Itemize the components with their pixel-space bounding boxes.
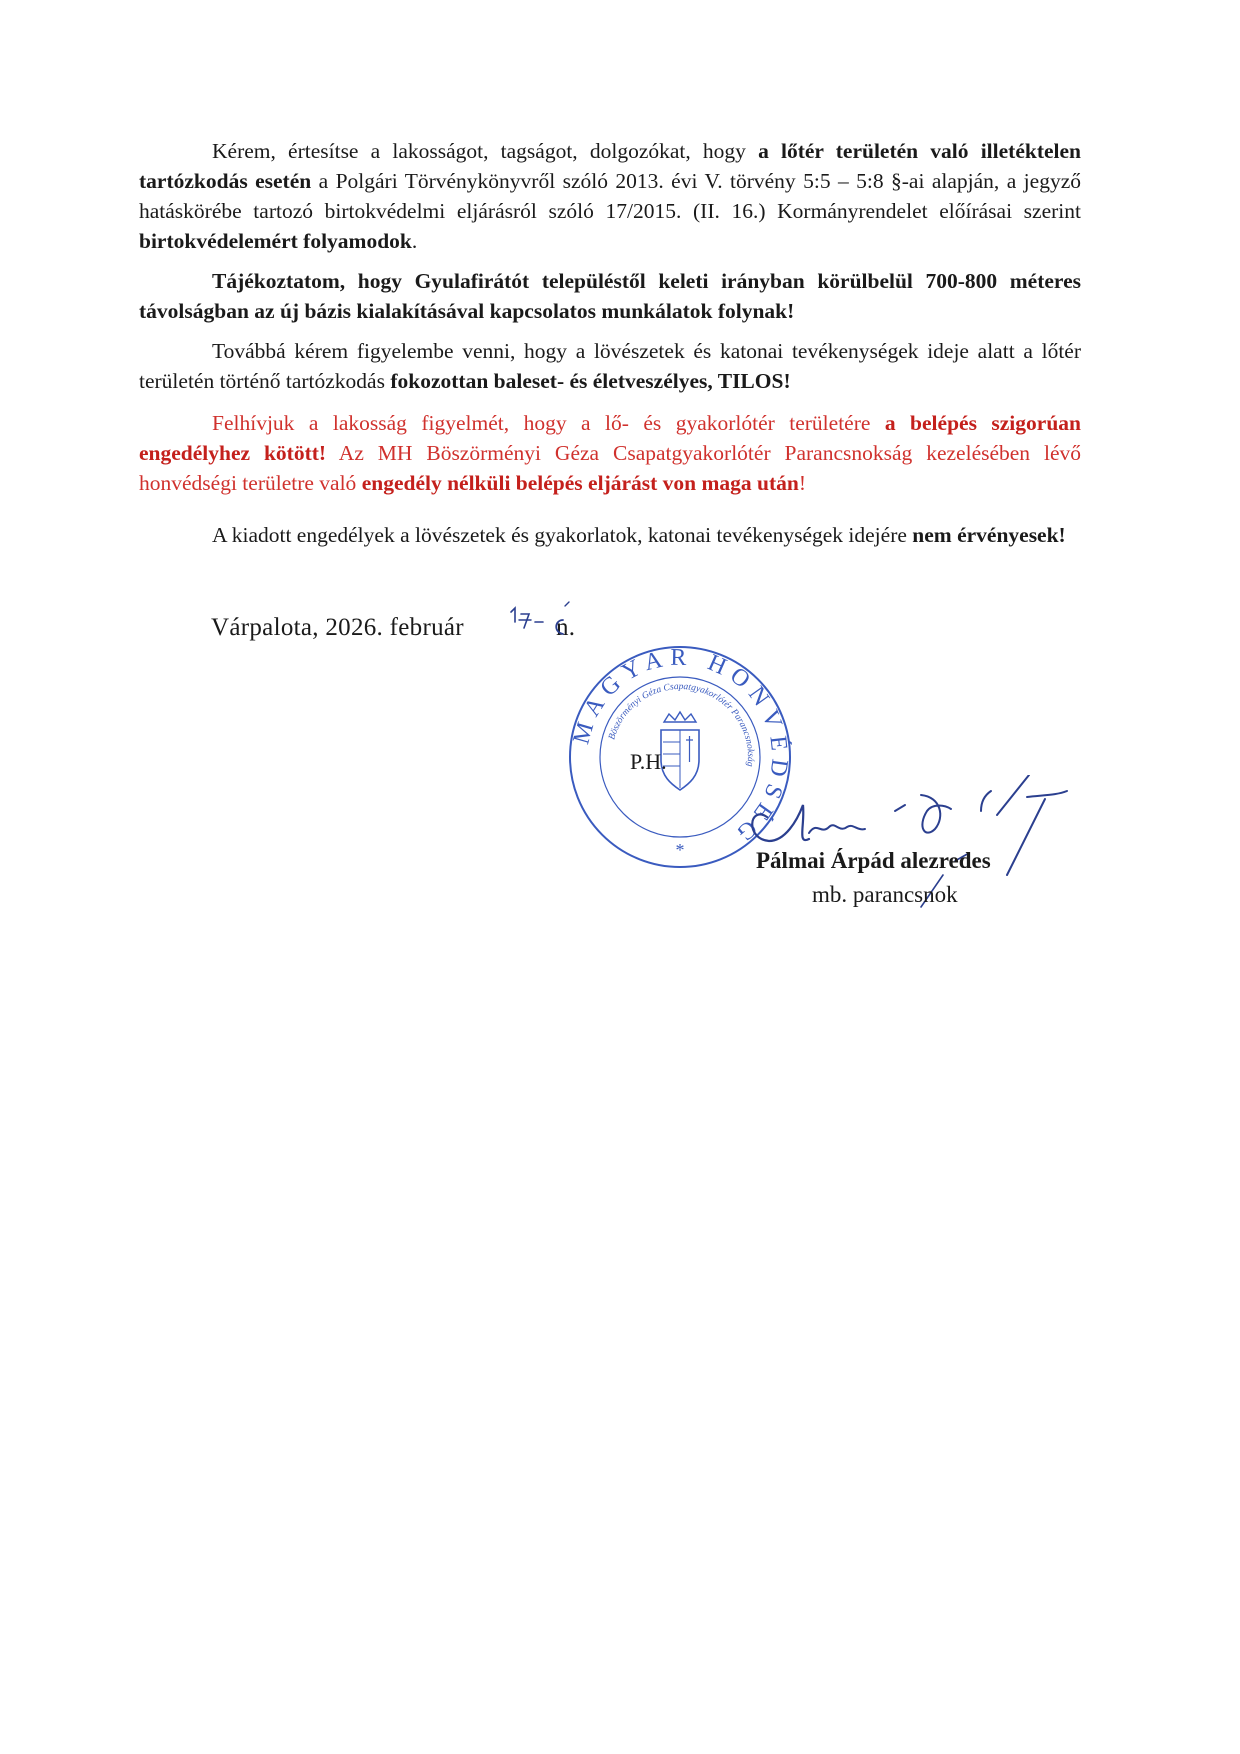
p1-text-3: . (411, 229, 418, 253)
date-prefix: Várpalota, 2026. február (211, 614, 464, 641)
p2-bold-1: Tájékoztatom, hogy Gyulafirátót településtől keleti irányban körülbelül 700-800 méteres távolságban az új bázis kialakításával kapcsolatos munkálatok folynak! (139, 269, 1081, 323)
signer-title: mb. parancsnok (812, 882, 958, 907)
p4-bold-2: engedély nélküli belépés eljárást von maga után (361, 471, 799, 495)
p5-bold-1: nem érvényesek! (912, 523, 1066, 547)
p1-text-2: a Polgári Törvénykönyvről szóló 2013. évi V. törvény 5:5 – 5:8 §-ai alapján, a jegyző hatáskörébe tartozó birtokvédelmi eljárásról szóló 17/2015. (II. 16.) Kormányrendelet előírásai szerint (139, 169, 1081, 223)
p5-text-1: A kiadott engedélyek a lövészetek és gyakorlatok, katonai tevékenységek idejére (212, 523, 913, 547)
p4-text-1: Felhívjuk a lakosság figyelmét, hogy a lő- és gyakorlótér területére (212, 411, 885, 435)
paragraph-property-protection (139, 136, 1081, 256)
p1-bold-2: birtokvédelemért folyamodok (139, 229, 412, 253)
paragraph-construction-notice (139, 266, 1081, 326)
stamp-inner-text: Böszörményi Géza Csapatgyakorlótér Parancsnokság (607, 681, 756, 768)
coat-of-arms-icon (661, 712, 699, 790)
p4-bold-1: a belépés szigorúan engedélyhez kötött! (139, 411, 1081, 465)
p4-text-3: ! (798, 471, 807, 495)
date-suffix: n. (555, 614, 576, 641)
paragraph-permit-validity (139, 520, 1081, 550)
p1-text-1: Kérem, értesítse a lakosságot, tagságot, dolgozókat, hogy (212, 139, 759, 163)
paragraph-danger-warning (139, 336, 1081, 396)
p3-bold-1: fokozottan baleset- és életveszélyes, TILOS! (390, 369, 791, 393)
p1-bold-1: a lőtér területén való illetéktelen tartózkodás esetén (139, 139, 1081, 193)
p4-text-2: Az MH Böszörményi Géza Csapatgyakorlótér Parancsnokság kezelésében lévő honvédségi területre való (139, 441, 1081, 495)
ph-label: P.H. (630, 749, 667, 774)
handwritten-day-mark (505, 598, 595, 648)
signer-name: Pálmai Árpád alezredes (756, 848, 991, 873)
stamp-outer-text: MAGYAR HONVÉDSÉG (568, 644, 793, 851)
stamp-star-icon: * (675, 840, 685, 860)
p3-text-1: Továbbá kérem figyelembe venni, hogy a lövészetek és katonai tevékenységek ideje alatt a lőtér területén történő tartózkodás (139, 339, 1081, 393)
paragraph-entry-permission (139, 408, 1081, 498)
